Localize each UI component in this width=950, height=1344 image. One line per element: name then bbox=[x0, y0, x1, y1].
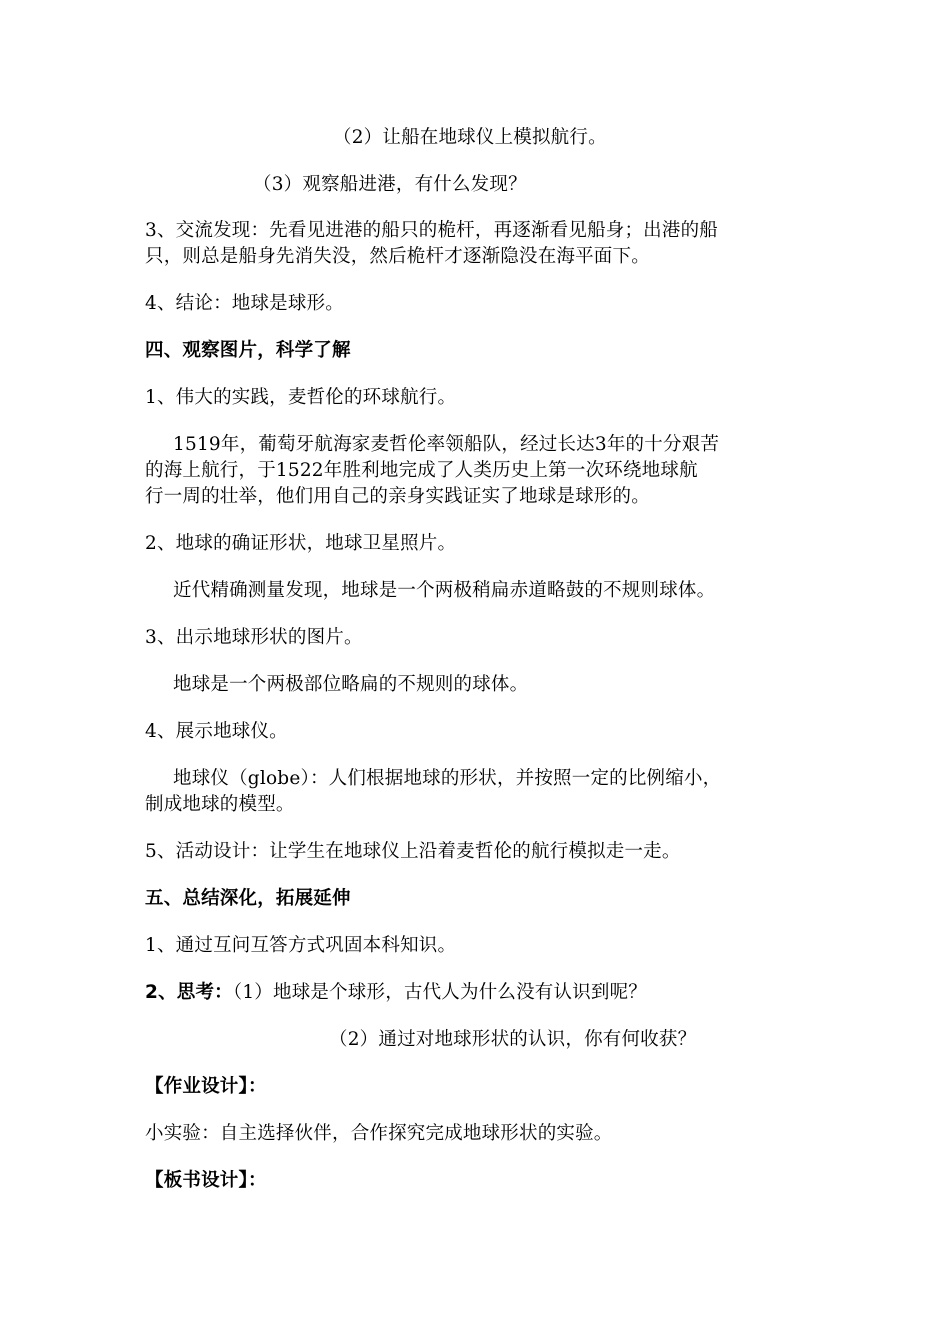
thinking-question-1: （1）地球是个球形，古代人为什么没有认识到呢？ bbox=[232, 982, 647, 1003]
step-3-text: （3）观察船进港，有什么发现？ bbox=[253, 174, 527, 195]
globe-definition-line-1: 地球仪（globe）：人们根据地球的形状，并按照一定的比例缩小， bbox=[173, 768, 722, 789]
section-4-item-2: 2、地球的确证形状，地球卫星照片。 bbox=[145, 533, 457, 554]
conclusion-text: 4、结论：地球是球形。 bbox=[145, 293, 344, 314]
magellan-paragraph-line-2: 的海上航行，于1522年胜利地完成了人类历史上第一次环绕地球航 bbox=[145, 460, 698, 481]
section-4-item-4: 4、展示地球仪。 bbox=[145, 721, 288, 742]
homework-heading: 【作业设计】： bbox=[145, 1076, 267, 1097]
globe-definition-line-2: 制成地球的模型。 bbox=[145, 794, 295, 815]
thinking-label: 2、思考： bbox=[145, 982, 233, 1003]
homework-text: 小实验：自主选择伙伴，合作探究完成地球形状的实验。 bbox=[145, 1123, 613, 1144]
section-5-item-2 bbox=[145, 981, 647, 1005]
section-4-heading: 四、观察图片，科学了解 bbox=[145, 340, 351, 361]
step-2-text: （2）让船在地球仪上模拟航行。 bbox=[333, 127, 607, 148]
section-5-item-1: 1、通过互问互答方式巩固本科知识。 bbox=[145, 935, 457, 956]
section-4-item-5: 5、活动设计：让学生在地球仪上沿着麦哲伦的航行模拟走一走。 bbox=[145, 841, 681, 862]
measurement-paragraph: 近代精确测量发现，地球是一个两极稍扁赤道略鼓的不规则球体。 bbox=[173, 580, 716, 601]
magellan-paragraph-line-1: 1519年，葡萄牙航海家麦哲伦率领船队，经过长达3年的十分艰苦 bbox=[173, 434, 720, 455]
thinking-question-2: （2）通过对地球形状的认识，你有何收获？ bbox=[329, 1029, 697, 1050]
section-4-item-3: 3、出示地球形状的图片。 bbox=[145, 627, 363, 648]
magellan-paragraph-line-3: 行一周的壮举，他们用自己的亲身实践证实了地球是球形的。 bbox=[145, 486, 650, 507]
section-5-heading: 五、总结深化，拓展延伸 bbox=[145, 888, 351, 909]
discovery-line-2: 只，则总是船身先消失没，然后桅杆才逐渐隐没在海平面下。 bbox=[145, 246, 650, 267]
discovery-line-1: 3、交流发现：先看见进港的船只的桅杆，再逐渐看见船身；出港的船 bbox=[145, 220, 718, 241]
section-4-item-1: 1、伟大的实践，麦哲伦的环球航行。 bbox=[145, 387, 457, 408]
shape-paragraph: 地球是一个两极部位略扁的不规则的球体。 bbox=[173, 674, 529, 695]
blackboard-heading: 【板书设计】： bbox=[145, 1170, 267, 1191]
